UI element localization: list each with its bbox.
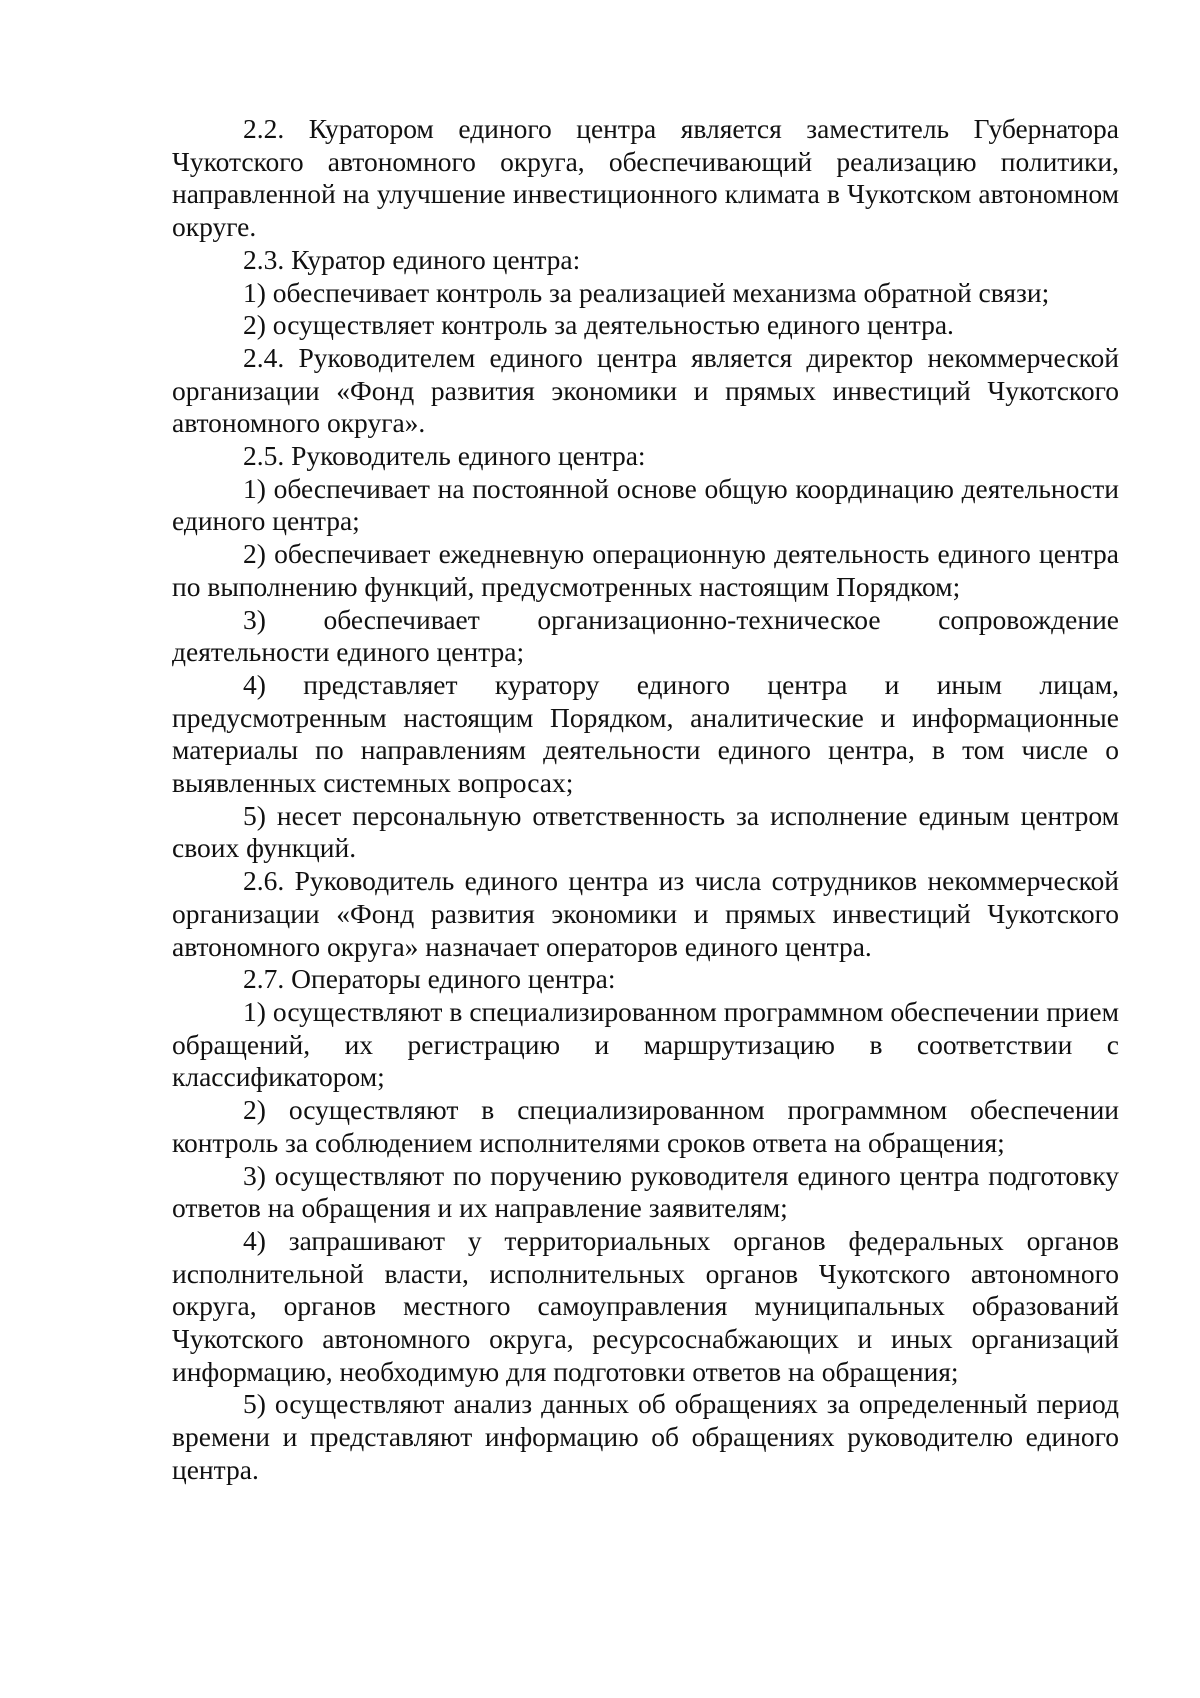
paragraph-2-5-item-1: 1) обеспечивает на постоянной основе общую координацию деятельности единого центра; (172, 472, 1119, 537)
paragraph-2-2: 2.2. Куратором единого центра является заместитель Губернатора Чукотского автономного округа, обеспечивающий реализацию политики, направленной на улучшение инвестиционного климата в Чукотском автономном округе. (172, 113, 1119, 243)
paragraph-2-3-item-2: 2) осуществляет контроль за деятельностью единого центра. (243, 309, 954, 341)
paragraph-2-5-item-4: 4) представляет куратору единого центра и иным лицам, предусмотренным настоящим Порядком, аналитические и информационные материалы по направлениям деятельности единого центра, в том числе о выявленных системных вопросах; (172, 668, 1119, 799)
paragraph-2-6: 2.6. Руководитель единого центра из числа сотрудников некоммерческой организации «Фонд развития экономики и прямых инвестиций Чукотского автономного округа» назначает операторов единого центра. (172, 865, 1119, 962)
paragraph-2-5-item-5: 5) несет персональную ответственность за исполнение единым центром своих функций. (172, 799, 1119, 864)
paragraph-2-5: 2.5. Руководитель единого центра: (243, 440, 646, 472)
document-body (172, 113, 1119, 1487)
paragraph-2-7-item-4: 4) запрашивают у территориальных органов федеральных органов исполнительной власти, исполнительных органов Чукотского автономного округа, органов местного самоуправления муниципальных образований Чукотского автономного округа, ресурсоснабжающих и иных организаций информацию, необходимую для подготовки ответов на обращения; (172, 1224, 1119, 1387)
paragraph-2-7-item-3: 3) осуществляют по поручению руководителя единого центра подготовку ответов на обращения и их направление заявителям; (172, 1159, 1119, 1224)
paragraph-2-4: 2.4. Руководителем единого центра является директор некоммерческой организации «Фонд развития экономики и прямых инвестиций Чукотского автономного округа». (172, 341, 1119, 439)
paragraph-2-7-item-2: 2) осуществляют в специализированном программном обеспечении контроль за соблюдением исполнителями сроков ответа на обращения; (172, 1094, 1119, 1158)
paragraph-2-7-item-5: 5) осуществляют анализ данных об обращениях за определенный период времени и представляют информацию об обращениях руководителю единого центра. (172, 1388, 1119, 1485)
paragraph-2-7-item-1: 1) осуществляют в специализированном программном обеспечении прием обращений, их регистрацию и маршрутизацию в соответствии с классификатором; (172, 995, 1119, 1093)
paragraph-2-3-item-1: 1) обеспечивает контроль за реализацией механизма обратной связи; (243, 276, 1050, 308)
paragraph-2-7: 2.7. Операторы единого центра: (243, 963, 616, 995)
paragraph-2-5-item-2: 2) обеспечивает ежедневную операционную деятельность единого центра по выполнению функций, предусмотренных настоящим Порядком; (172, 538, 1119, 602)
paragraph-2-3: 2.3. Куратор единого центра: (243, 243, 581, 275)
paragraph-2-5-item-3: 3) обеспечивает организационно-техническое сопровождение деятельности единого центра; (172, 603, 1119, 668)
